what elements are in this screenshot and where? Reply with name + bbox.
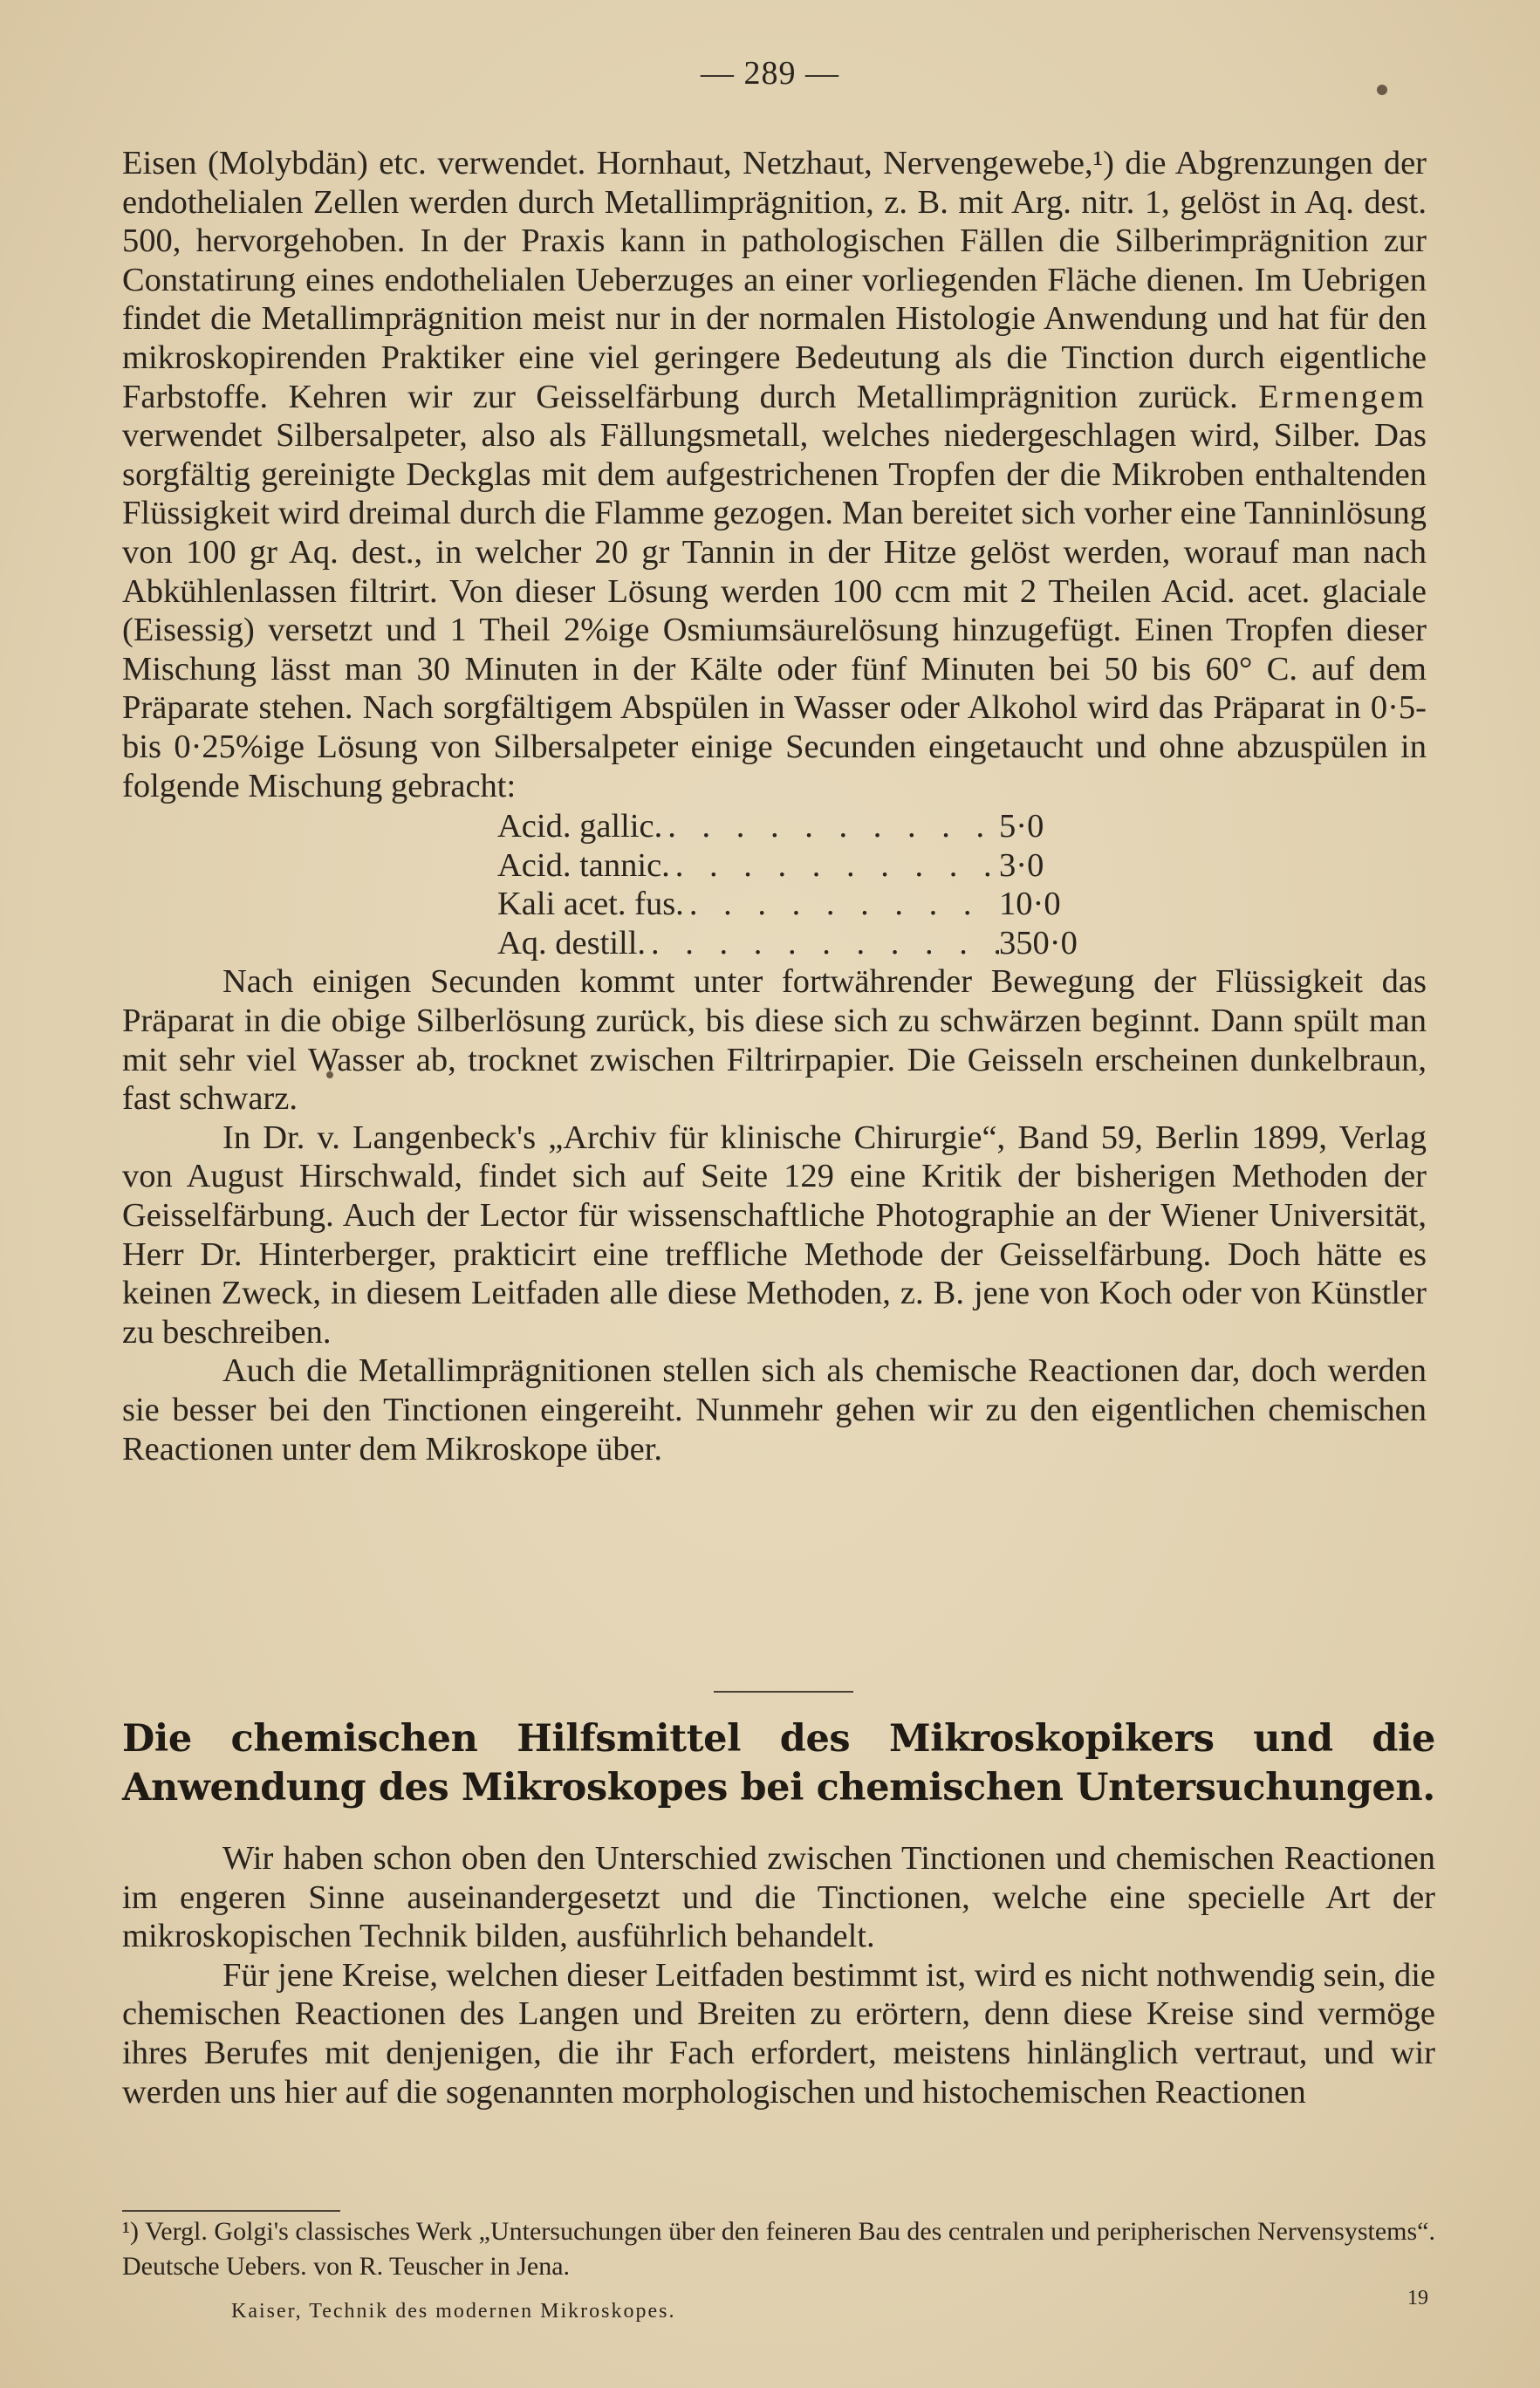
ingredient-quantity: 10·0 <box>999 886 1061 923</box>
ingredient-name: Acid. gallic. <box>497 808 663 845</box>
footnote: ¹) Vergl. Golgi's classisches Werk „Untersuchungen über den feineren Bau des centralen und peripherischen Nervensystems“. Deutsche Uebers. von R. Teuscher in Jena. <box>122 2217 1435 2281</box>
page-number: — 289 — <box>701 55 839 92</box>
ingredient-quantity: 350·0 <box>999 924 1078 961</box>
ingredient-name: Kali acet. fus. <box>497 886 684 923</box>
main-body-text <box>122 144 1427 1468</box>
ingredient-name: Aq. destill. <box>497 924 647 961</box>
leader-dots <box>646 924 999 963</box>
print-speck <box>1377 85 1387 95</box>
paragraph: Auch die Metallimprägnitionen stellen sich als chemische Reactionen dar, doch werden sie besser bei den Tinctionen eingereiht. Nunmehr gehen wir zu den eigentlichen chemischen Reactionen unter dem Mikroskope über. <box>122 1352 1427 1468</box>
paragraph-text: verwendet Silbersalpeter, also als Fällungsmetall, welches niedergeschlagen wird, Silber. Das sorgfältig gereinigte Deckglas mit dem aufgestrichenen Tropfen der die Mikroben enthaltenden Flüssigkeit wird dreimal durch die Flamme gezogen. Man bereitet sich vorher eine Tanninlösung von 100 gr Aq. dest., in welcher 20 gr Tannin in der Hitze gelöst werden, worauf man nach Abkühlenlassen filtrirt. Von dieser Lösung werden 100 ccm mit 2 Theilen Acid. acet. glaciale (Eisessig) versetzt und 1 Theil 2%ige Osmiumsäurelösung hinzugefügt. Einen Tropfen dieser Mischung lässt man 30 Minuten in der Kälte oder fünf Minuten bei 50 bis 60° C. auf dem Präparate stehen. Nach sorgfältigem Abspülen in Wasser oder Alkohol wird das Präparat in 0·5- bis 0·25%ige Lösung von Silbersalpeter einige Secunden eingetaucht und ohne abzuspülen in folgende Mischung gebracht: <box>122 417 1427 804</box>
book-imprint: Kaiser, Technik des modernen Mikroskopes. <box>231 2300 676 2323</box>
section-divider <box>714 1691 853 1693</box>
paragraph-text: Eisen (Molybdän) etc. verwendet. Hornhaut, Netzhaut, Nervengewebe,¹) die Abgrenzungen der endothelialen Zellen werden durch Metallimprägnition, z. B. mit Arg. nitr. 1, gelöst in Aq. dest. 500, hervorgehoben. In der Praxis kann in pathologischen Fällen die Silberimprägnition zur Constatirung eines endothelialen Ueberzuges an einer vorliegenden Fläche dienen. Im Uebrigen findet die Metallimprägnition meist nur in der normalen Histologie Anwendung und hat für den mikroskopirenden Praktiker eine viel geringere Bedeutung als die Tinction durch eigentliche Farbstoffe. Kehren wir zur Geisselfärbung durch Metallimprägnition zurück. <box>122 145 1427 415</box>
recipe-row <box>497 846 1095 886</box>
author-name: Ermengem <box>1258 378 1427 415</box>
footnote-divider <box>122 2210 340 2212</box>
ingredient-name: Acid. tannic. <box>497 846 670 884</box>
leader-dots <box>670 846 999 886</box>
recipe-row <box>497 885 1095 924</box>
signature-mark: 19 <box>1407 2287 1428 2309</box>
section-body-text <box>122 1839 1435 2111</box>
recipe-row <box>497 924 1095 963</box>
paragraph: In Dr. v. Langenbeck's „Archiv für klinische Chirurgie“, Band 59, Berlin 1899, Verlag von August Hirschwald, findet sich auf Seite 129 eine Kritik der bisherigen Methoden der Geisselfärbung. Auch der Lector für wissenschaftliche Photographie an der Wiener Universität, Herr Dr. Hinterberger, prakticirt eine treffliche Methode der Geisselfärbung. Doch hätte es keinen Zweck, in diesem Leitfaden alle diese Methoden, z. B. jene von Koch oder von Künstler zu beschreiben. <box>122 1119 1427 1351</box>
paragraph: Für jene Kreise, welchen dieser Leitfaden bestimmt ist, wird es nicht nothwendig sein, die chemischen Reactionen des Langen und Breiten zu erörtern, denn diese Kreise sind vermöge ihres Berufes mit denjenigen, die ihr Fach erfordert, meistens hinlänglich vertraut, und wir werden uns hier auf die sogenannten morphologischen und histochemischen Reactionen <box>122 1956 1435 2111</box>
recipe-table <box>497 807 1427 962</box>
leader-dots <box>662 807 999 846</box>
recipe-row <box>497 807 1095 846</box>
paragraph: Nach einigen Secunden kommt unter fortwährender Bewegung der Flüssigkeit das Präparat in die obige Silberlösung zurück, bis diese sich zu schwärzen beginnt. Dann spült man mit sehr viel Wasser ab, trocknet zwischen Filtrirpapier. Die Geisseln erscheinen dunkelbraun, fast schwarz. <box>122 963 1427 1118</box>
ingredient-quantity: 5·0 <box>999 808 1044 845</box>
paragraph: Wir haben schon oben den Unterschied zwischen Tinctionen und chemischen Reactionen im engeren Sinne auseinandergesetzt und die Tinctionen, welche eine specielle Art der mikroskopischen Technik bilden, ausführlich behandelt. <box>122 1840 1435 1955</box>
ingredient-quantity: 3·0 <box>999 846 1044 884</box>
leader-dots <box>684 885 999 924</box>
section-heading: Die chemischen Hilfsmittel des Mikroskopikers und die Anwendung des Mikroskopes bei chemischen Untersuchungen. <box>122 1717 1435 1810</box>
paragraph <box>122 144 1427 805</box>
